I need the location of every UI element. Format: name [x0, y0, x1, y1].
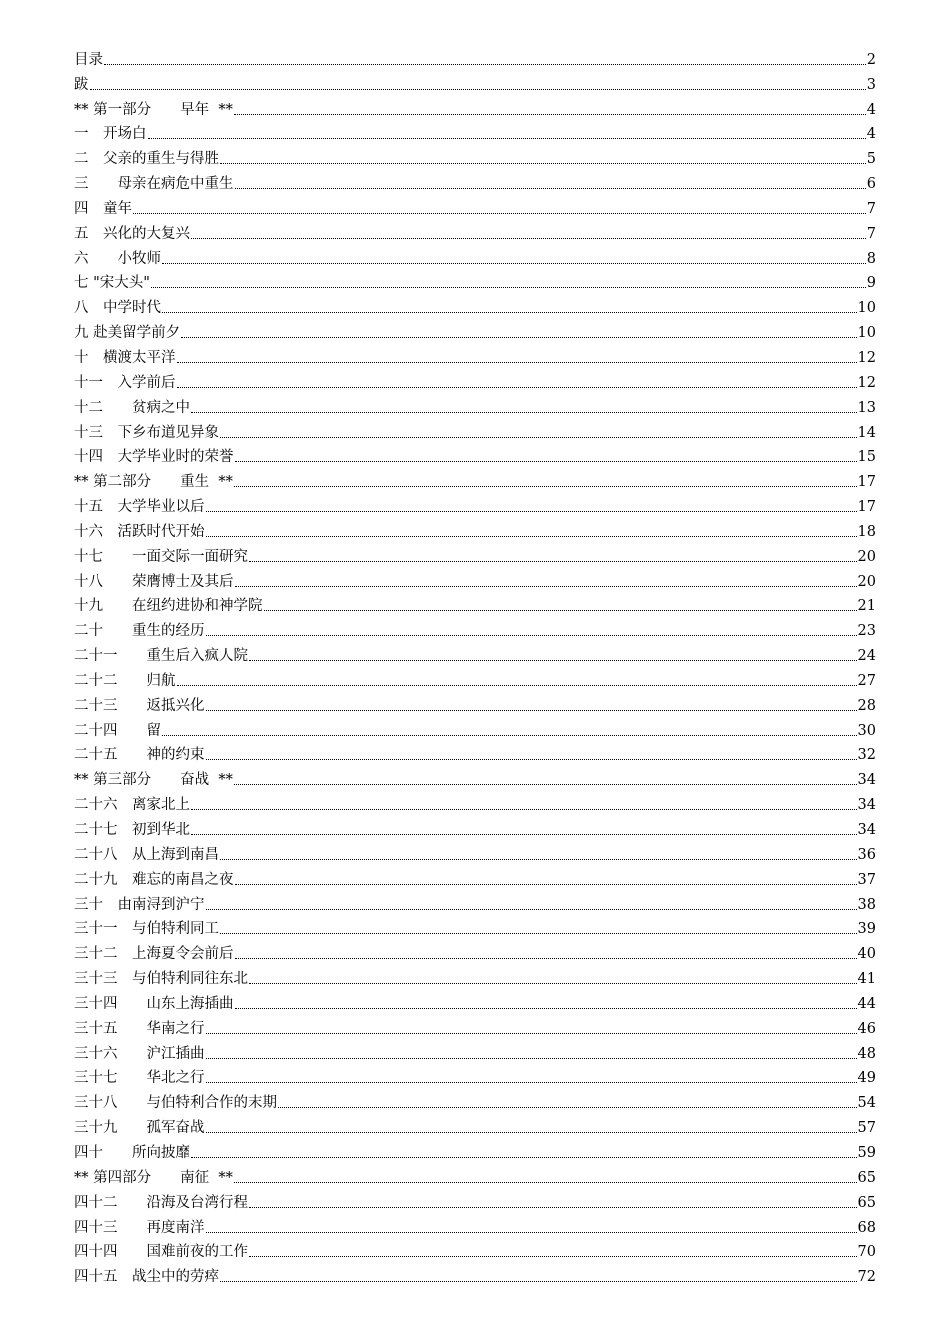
toc-entry-title: 十七 一面交际一面研究 [74, 548, 248, 565]
toc-entry-page-number: 13 [857, 399, 876, 416]
toc-dot-leader [235, 586, 857, 587]
toc-dot-leader [220, 163, 866, 164]
toc-entry[interactable] [74, 665, 876, 690]
toc-entry-page-number: 37 [857, 871, 876, 888]
toc-entry-title: 十五 大学毕业以后 [74, 499, 205, 516]
toc-entry-title: 四十二 沿海及台湾行程 [74, 1194, 248, 1211]
toc-dot-leader [151, 287, 866, 288]
toc-entry-page-number: 34 [857, 772, 876, 789]
toc-dot-leader [177, 387, 857, 388]
toc-dot-leader [177, 685, 857, 686]
toc-entry-page-number: 20 [857, 573, 876, 590]
toc-entry[interactable] [74, 317, 876, 342]
toc-entry-title: 四十五 战尘中的劳瘁 [74, 1269, 219, 1286]
toc-entry-page-number: 6 [866, 176, 876, 193]
toc-entry-title: 五 兴化的大复兴 [74, 225, 190, 242]
toc-dot-leader [191, 1157, 857, 1158]
toc-entry[interactable] [74, 541, 876, 566]
toc-dot-leader [249, 983, 857, 984]
toc-entry-title: 七 "宋大头" [74, 275, 150, 292]
toc-entry-page-number: 10 [857, 300, 876, 317]
toc-entry[interactable] [74, 839, 876, 864]
toc-entry-page-number: 40 [857, 946, 876, 963]
toc-dot-leader [249, 1256, 857, 1257]
toc-entry-title: 二十七 初到华北 [74, 822, 190, 838]
toc-entry-page-number: 20 [857, 548, 876, 565]
toc-entry[interactable] [74, 615, 876, 640]
toc-entry-page-number: 21 [857, 598, 876, 615]
toc-dot-leader [162, 263, 866, 264]
toc-entry-page-number: 68 [857, 1219, 876, 1236]
toc-dot-leader [191, 834, 857, 835]
toc-entry-title: 十九 在纽约进协和神学院 [74, 598, 263, 615]
toc-entry[interactable] [74, 715, 876, 740]
toc-entry-title: 三十 由南浔到沪宁 [74, 896, 205, 913]
toc-entry[interactable] [74, 764, 876, 789]
toc-dot-leader [249, 561, 857, 562]
toc-entry[interactable] [74, 342, 876, 367]
toc-entry-title: 十二 贫病之中 [74, 399, 190, 416]
toc-entry-title: ** 第一部分 早年 ** [74, 101, 233, 118]
toc-entry-page-number: 23 [857, 623, 876, 640]
toc-dot-leader [133, 213, 866, 214]
toc-entry[interactable] [74, 1137, 876, 1162]
toc-entry[interactable] [74, 566, 876, 591]
toc-entry-page-number: 54 [857, 1095, 876, 1112]
toc-entry-page-number: 44 [857, 995, 876, 1012]
toc-entry-title: 十六 活跃时代开始 [74, 523, 205, 540]
toc-entry-page-number: 70 [857, 1244, 876, 1261]
toc-dot-leader [177, 362, 857, 363]
toc-dot-leader [206, 511, 857, 512]
toc-dot-leader [249, 660, 857, 661]
toc-entry[interactable] [74, 1261, 876, 1286]
toc-entry-title: 二十六 离家北上 [74, 797, 190, 814]
toc-entry-title: 十一 入学前后 [74, 374, 176, 391]
toc-entry[interactable] [74, 864, 876, 889]
toc-dot-leader [235, 188, 866, 189]
toc-entry[interactable] [74, 789, 876, 814]
toc-dot-leader [278, 1107, 857, 1108]
toc-dot-leader [234, 1182, 857, 1183]
toc-entry-page-number: 39 [857, 921, 876, 938]
toc-dot-leader [206, 1132, 857, 1133]
toc-entry-title: 三十六 沪江插曲 [74, 1045, 205, 1062]
toc-entry[interactable] [74, 94, 876, 119]
toc-entry-page-number: 48 [857, 1045, 876, 1062]
toc-entry-page-number: 46 [857, 1020, 876, 1037]
toc-entry-page-number: 34 [857, 797, 876, 814]
toc-entry-title: 目录 [74, 51, 103, 68]
toc-dot-leader [264, 610, 857, 611]
toc-entry-title: 三十二 上海夏令会前后 [74, 946, 234, 963]
toc-entry[interactable] [74, 491, 876, 516]
toc-dot-leader [191, 412, 857, 413]
toc-dot-leader [162, 312, 857, 313]
toc-dot-leader [206, 909, 857, 910]
toc-entry[interactable] [74, 591, 876, 616]
toc-entry-page-number: 65 [857, 1194, 876, 1211]
toc-dot-leader [181, 337, 856, 338]
toc-entry[interactable] [74, 1212, 876, 1237]
toc-entry-page-number: 38 [857, 896, 876, 913]
toc-entry[interactable] [74, 740, 876, 765]
toc-entry[interactable] [74, 963, 876, 988]
toc-entry-title: 二十二 归航 [74, 672, 176, 689]
toc-entry-title: 二十三 返抵兴化 [74, 697, 205, 714]
toc-entry-page-number: 17 [857, 499, 876, 516]
toc-entry[interactable] [74, 44, 876, 69]
toc-dot-leader [206, 1082, 857, 1083]
toc-entry-page-number: 57 [857, 1120, 876, 1137]
toc-entry-page-number: 24 [857, 648, 876, 665]
toc-entry[interactable] [74, 1087, 876, 1112]
toc-entry[interactable] [74, 119, 876, 144]
table-of-contents [74, 44, 876, 1286]
toc-entry-title: 跋 [74, 76, 89, 93]
toc-entry-title: 八 中学时代 [74, 300, 161, 317]
toc-entry-page-number: 8 [866, 250, 876, 267]
toc-entry[interactable] [74, 1237, 876, 1262]
toc-entry-page-number: 18 [857, 523, 876, 540]
toc-entry[interactable] [74, 1187, 876, 1212]
toc-dot-leader [206, 1058, 857, 1059]
toc-entry-page-number: 72 [857, 1269, 876, 1286]
toc-dot-leader [90, 89, 866, 90]
toc-entry-page-number: 12 [857, 374, 876, 391]
toc-entry[interactable] [74, 143, 876, 168]
toc-entry[interactable] [74, 690, 876, 715]
toc-entry-title: 四十三 再度南洋 [74, 1219, 205, 1236]
toc-entry[interactable] [74, 268, 876, 293]
toc-entry[interactable] [74, 1013, 876, 1038]
toc-dot-leader [220, 933, 857, 934]
toc-entry-title: 三十四 山东上海插曲 [74, 995, 234, 1012]
toc-entry-page-number: 32 [857, 747, 876, 764]
toc-entry[interactable] [74, 1063, 876, 1088]
toc-entry[interactable] [74, 1038, 876, 1063]
toc-entry-page-number: 34 [857, 822, 876, 838]
toc-entry[interactable] [74, 988, 876, 1013]
toc-entry[interactable] [74, 516, 876, 541]
toc-entry-page-number: 36 [857, 846, 876, 863]
toc-dot-leader [249, 1207, 857, 1208]
toc-entry-page-number: 14 [857, 424, 876, 441]
toc-entry[interactable] [74, 168, 876, 193]
toc-entry-page-number: 9 [866, 275, 876, 292]
toc-dot-leader [104, 64, 866, 65]
toc-entry-page-number: 12 [857, 349, 876, 366]
toc-entry-title: 三十三 与伯特利同往东北 [74, 971, 248, 988]
toc-entry[interactable] [74, 69, 876, 94]
toc-entry-title: 三十八 与伯特利合作的末期 [74, 1095, 277, 1112]
toc-entry-title: 四 童年 [74, 200, 132, 217]
toc-entry-title: 十 横渡太平洋 [74, 349, 176, 366]
toc-dot-leader [220, 437, 857, 438]
toc-entry[interactable] [74, 417, 876, 442]
toc-entry-title: 四十四 国难前夜的工作 [74, 1244, 248, 1261]
toc-entry[interactable] [74, 218, 876, 243]
toc-entry-page-number: 4 [866, 101, 876, 118]
toc-dot-leader [235, 958, 857, 959]
toc-dot-leader [206, 635, 857, 636]
toc-entry[interactable] [74, 1112, 876, 1137]
toc-entry-title: 三十一 与伯特利同工 [74, 921, 219, 938]
toc-entry-page-number: 30 [857, 722, 876, 739]
toc-entry[interactable] [74, 1162, 876, 1187]
toc-dot-leader [206, 759, 857, 760]
toc-entry[interactable] [74, 392, 876, 417]
toc-entry-page-number: 17 [857, 474, 876, 491]
toc-entry-page-number: 41 [857, 971, 876, 988]
toc-entry-page-number: 59 [857, 1144, 876, 1161]
toc-dot-leader [206, 710, 857, 711]
toc-dot-leader [162, 735, 857, 736]
toc-entry-page-number: 2 [866, 51, 876, 68]
toc-entry-title: 六 小牧师 [74, 250, 161, 267]
toc-entry-title: 十八 荣膺博士及其后 [74, 573, 234, 590]
toc-entry[interactable] [74, 914, 876, 939]
toc-entry-page-number: 65 [857, 1169, 876, 1186]
toc-dot-leader [235, 1008, 857, 1009]
toc-entry-page-number: 15 [857, 449, 876, 466]
toc-dot-leader [191, 238, 866, 239]
toc-entry-title: 二十八 从上海到南昌 [74, 846, 219, 863]
toc-entry-page-number: 3 [866, 76, 876, 93]
toc-entry-title: 二十 重生的经历 [74, 623, 205, 640]
toc-entry-title: 二十五 神的约束 [74, 747, 205, 764]
toc-entry[interactable] [74, 889, 876, 914]
toc-entry-page-number: 7 [866, 200, 876, 217]
toc-entry-title: 二十四 留 [74, 722, 161, 739]
toc-entry-title: ** 第三部分 奋战 ** [74, 772, 233, 789]
toc-entry-title: 九 赴美留学前夕 [74, 325, 181, 342]
toc-entry-page-number: 7 [866, 225, 876, 242]
toc-entry[interactable] [74, 193, 876, 218]
toc-entry-page-number: 28 [857, 697, 876, 714]
toc-entry-title: 四十 所向披靡 [74, 1144, 190, 1161]
toc-dot-leader [235, 461, 857, 462]
toc-dot-leader [206, 536, 857, 537]
toc-dot-leader [206, 1232, 857, 1233]
toc-dot-leader [191, 809, 857, 810]
toc-entry-title: 二十一 重生后入疯人院 [74, 648, 248, 665]
toc-entry[interactable] [74, 243, 876, 268]
toc-entry-title: 三十九 孤军奋战 [74, 1120, 205, 1137]
toc-dot-leader [235, 884, 857, 885]
toc-entry[interactable] [74, 367, 876, 392]
toc-entry[interactable] [74, 292, 876, 317]
toc-entry-title: 三十五 华南之行 [74, 1020, 205, 1037]
toc-entry-page-number: 10 [857, 325, 876, 342]
toc-entry-title: 十四 大学毕业时的荣誉 [74, 449, 234, 466]
toc-entry-page-number: 5 [866, 151, 876, 168]
toc-dot-leader [220, 1281, 857, 1282]
toc-entry[interactable] [74, 640, 876, 665]
toc-entry-title: 二十九 难忘的南昌之夜 [74, 871, 234, 888]
toc-entry-page-number: 27 [857, 672, 876, 689]
toc-entry-title: ** 第二部分 重生 ** [74, 474, 233, 491]
toc-entry-title: 一 开场白 [74, 126, 147, 143]
toc-entry[interactable] [74, 442, 876, 467]
toc-entry[interactable] [74, 938, 876, 963]
toc-entry-page-number: 49 [857, 1070, 876, 1087]
toc-entry[interactable] [74, 466, 876, 491]
toc-dot-leader [234, 114, 866, 115]
toc-entry-title: 三十七 华北之行 [74, 1070, 205, 1087]
toc-entry-title: ** 第四部分 南征 ** [74, 1169, 233, 1186]
toc-dot-leader [234, 784, 857, 785]
toc-entry-title: 十三 下乡布道见异象 [74, 424, 219, 441]
toc-entry-title: 二 父亲的重生与得胜 [74, 151, 219, 168]
toc-dot-leader [220, 859, 857, 860]
toc-dot-leader [148, 138, 866, 139]
toc-dot-leader [234, 486, 857, 487]
toc-entry-page-number: 4 [866, 126, 876, 143]
toc-entry[interactable] [74, 814, 876, 839]
toc-dot-leader [206, 1033, 857, 1034]
toc-entry-title: 三 母亲在病危中重生 [74, 176, 234, 193]
